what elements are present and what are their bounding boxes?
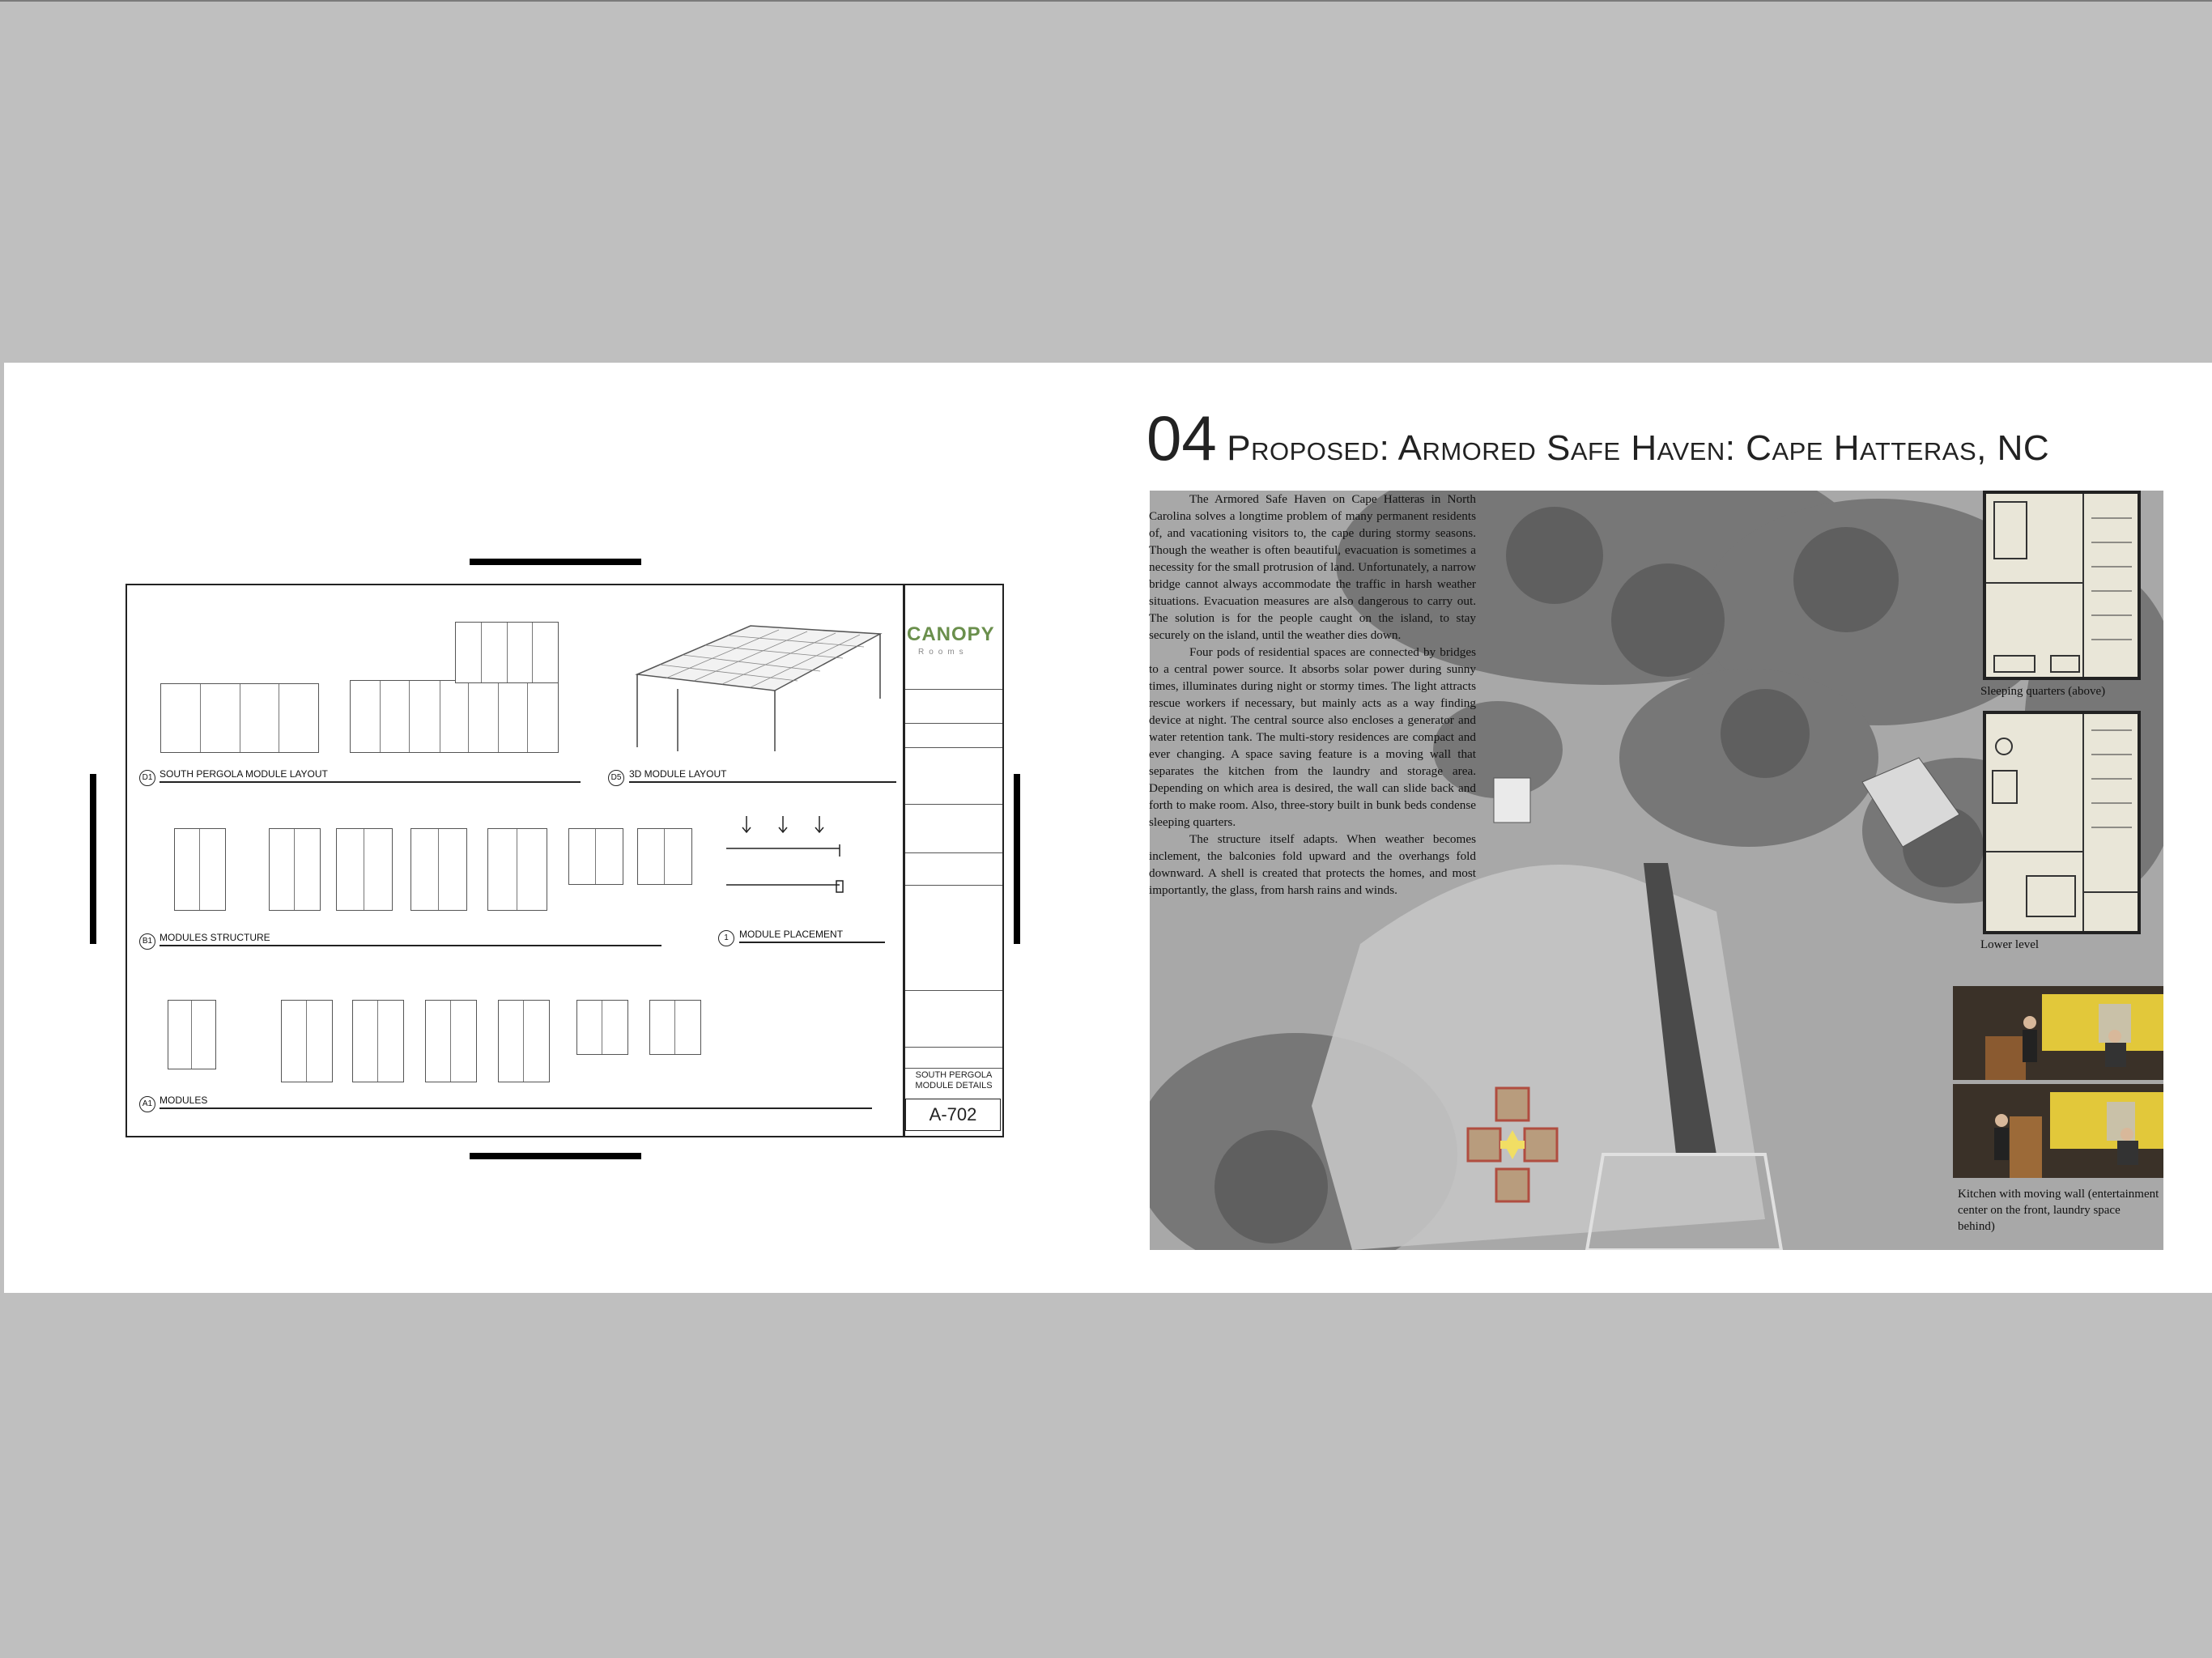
canopy-logo: CANOPY (907, 623, 995, 645)
3d-module-drawing (629, 618, 888, 755)
module-elevation-2 (281, 1000, 333, 1082)
caption-kitchen: Kitchen with moving wall (entertainment center on the front, laundry space behind) (1958, 1188, 2159, 1233)
label-bubble-d1: D1 (139, 770, 155, 786)
structure-module-3 (336, 828, 393, 911)
label-3d-module-layout (629, 768, 726, 780)
title-block (904, 584, 1004, 1137)
module-layout-upper (455, 622, 559, 683)
registration-bar-top (470, 559, 641, 565)
kitchen-photo-1 (1953, 986, 2163, 1080)
registration-bar-left (90, 774, 96, 944)
structure-module-1 (174, 828, 226, 911)
placement-diagram (726, 816, 856, 905)
label-modules (160, 1095, 207, 1106)
sleeping-quarters-plan (1983, 491, 2141, 680)
label-text: 3D MODULE LAYOUT (629, 768, 727, 780)
module-layout-right (350, 680, 559, 753)
caption-sleeping-quarters: Sleeping quarters (above) (1980, 685, 2106, 698)
module-elevation-7 (649, 1000, 701, 1055)
module-elevation-4 (425, 1000, 477, 1082)
sheet-number: A-702 (905, 1099, 1001, 1131)
label-text: MODULES (160, 1095, 208, 1106)
label-text: MODULES STRUCTURE (160, 932, 270, 943)
lower-level-plan (1983, 711, 2141, 934)
drawing-sheet (125, 584, 904, 1137)
label-module-placement (739, 929, 843, 940)
label-text: SOUTH PERGOLA MODULE LAYOUT (160, 768, 328, 780)
label-modules-structure (160, 932, 270, 943)
sheet-title-line2: MODULE DETAILS (915, 1081, 993, 1090)
label-bubble-d5: D5 (608, 770, 624, 786)
module-elevation-5 (498, 1000, 550, 1082)
section-number: 04 (1146, 402, 1217, 474)
structure-module-2 (269, 828, 321, 911)
paragraph-3: The structure itself adapts. When weather becomes inclement, the balconies fold upward and the overhangs fold downward. A shell is created that protects the homes, and most importantly, the glass, from harsh rains and winds. (1149, 832, 1476, 897)
paragraph-1: The Armored Safe Haven on Cape Hatteras in North Carolina solves a longtime problem of many permanent residents of, and vacationing visitors to, the cape during stormy seasons. Though the weather is often beautiful, evacuation is sometimes a necessity for the small protrusion of land. Unfortunately, a narrow bridge cannot always accommodate the traffic in harsh weather situations. Evacuation measures are also dangerous to carry out. The solution is for the people caught on the island, to stay securely on the island, until the weather dies down. (1149, 492, 1476, 642)
body-text (1149, 491, 1476, 899)
section-heading (1146, 403, 2049, 473)
label-bubble-b1: B1 (139, 933, 155, 950)
structure-module-4 (410, 828, 467, 911)
registration-bar-right (1014, 774, 1020, 944)
sheet-title (904, 1070, 1004, 1091)
canopy-logo-subtext: Rooms (918, 648, 968, 657)
label-bubble-placement: 1 (718, 930, 734, 946)
structure-module-6 (568, 828, 623, 885)
module-elevation-6 (576, 1000, 628, 1055)
module-layout-left (160, 683, 319, 753)
sheet-title-line1: SOUTH PERGOLA (915, 1070, 993, 1080)
label-text: MODULE PLACEMENT (739, 929, 844, 940)
top-border (0, 0, 2212, 2)
structure-module-5 (487, 828, 547, 911)
registration-bar-bottom (470, 1153, 641, 1159)
module-elevation-1 (168, 1000, 216, 1069)
caption-lower-level: Lower level (1980, 938, 2040, 951)
kitchen-photo-2 (1953, 1084, 2163, 1178)
structure-module-7 (637, 828, 692, 885)
paragraph-2: Four pods of residential spaces are connected by bridges to a central power source. It absorbs solar power during sunny times, illuminates during night or stormy times. The light attracts rescue workers if necessary, but mainly acts as a way finding device at night. The central source also encloses a generator and water retention tank. The multi-story residences are compact and ever changing. A space saving feature is a moving wall that separates the kitchen from the laundry and storage area. Depending on which area is desired, the wall can slide back and forth to make room. Also, three-story built in bunk beds condense sleeping quarters. (1149, 645, 1476, 829)
module-elevation-3 (352, 1000, 404, 1082)
section-title: Proposed: Armored Safe Haven: Cape Hatteras, NC (1227, 428, 2050, 468)
label-south-pergola-module-layout (160, 768, 328, 780)
label-bubble-a1: A1 (139, 1096, 155, 1112)
